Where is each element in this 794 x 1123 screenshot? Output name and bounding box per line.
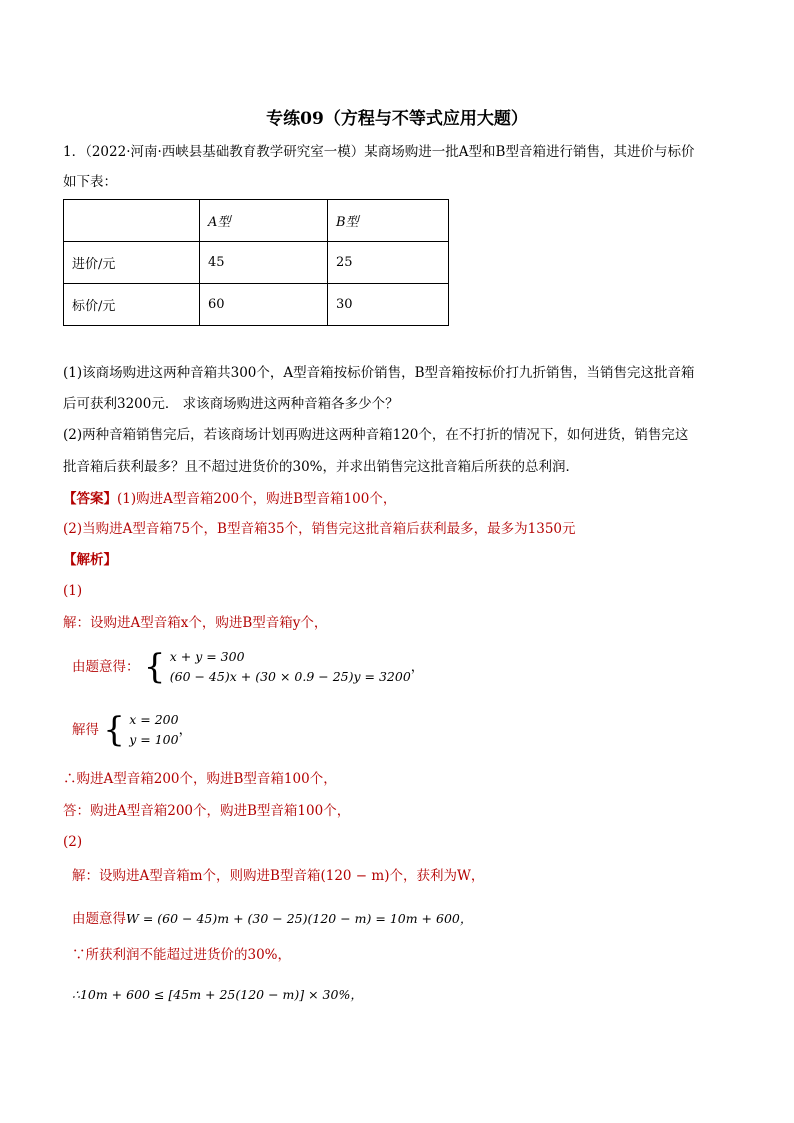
table-row — [64, 242, 449, 284]
page-title: 专练09（方程与不等式应用大题） — [266, 109, 528, 129]
question-line-2: 如下表： — [63, 174, 117, 190]
answer-line-1 — [63, 489, 396, 509]
equation-system — [72, 647, 424, 687]
because-line: ∵所获利润不能超过进货价的30%， — [72, 947, 292, 963]
price-table — [63, 199, 449, 326]
solution-1: x = 200 — [129, 712, 179, 727]
solution-label: 解得 — [72, 722, 99, 738]
answer-tag: 【答案】 — [63, 491, 117, 507]
equation-1: x + y = 300 — [169, 649, 245, 664]
solution-system — [72, 710, 192, 750]
analysis-setup-1: 解：设购进A型音箱x个，购进B型音箱y个， — [63, 615, 328, 631]
part-2-line-1: (2)两种音箱销售完后，若该商场计划再购进这两种音箱120个，在不打折的情况下，如何进货，销售完这 — [63, 427, 689, 443]
solution-lines — [129, 710, 178, 750]
equation-lines — [170, 647, 411, 687]
analysis-tag: 【解析】 — [63, 552, 117, 568]
inequality-line: ∴10m + 600 ≤ [45m + 25(120 − m)] × 30%， — [72, 987, 363, 1002]
part-1-line-1: (1)该商场购进这两种音箱共300个，A型音箱按标价销售，B型音箱按标价打九折销售，当销售完这批音箱 — [63, 365, 695, 381]
answer-line-2: (2)当购进A型音箱75个，B型音箱35个，销售完这批音箱后获利最多，最多为1350元 — [63, 521, 576, 537]
brace-icon: { — [103, 710, 125, 750]
equation-tail: ， — [410, 659, 425, 675]
conclusion-line: ∴购进A型音箱200个，购进B型音箱100个， — [63, 771, 337, 787]
solution-2: y = 100 — [129, 732, 179, 747]
part-1-line-2: 后可获利3200元． 求该商场购进这两种音箱各多少个？ — [63, 396, 399, 412]
analysis-part-2-label: (2) — [63, 834, 83, 850]
table-cell: 进价/元 — [64, 242, 200, 284]
table-cell: 30 — [328, 284, 449, 326]
analysis-part-1-label: (1) — [63, 583, 83, 599]
profit-label: 由题意得 — [72, 911, 126, 927]
brace-icon: { — [143, 647, 166, 687]
table-cell: 标价/元 — [64, 284, 200, 326]
question-line-1: 1．（2022·河南·西峡县基础教育教学研究室一模）某商场购进一批A型和B型音箱进行销售，其进价与标价 — [63, 144, 695, 160]
table-row — [64, 284, 449, 326]
table-cell: 60 — [200, 284, 328, 326]
part-2-line-2: 批音箱后获利最多？且不超过进货价的30%，并求出销售完这批音箱后所获的总利润． — [63, 459, 580, 475]
profit-equation-line — [72, 909, 472, 929]
solution-tail: ， — [178, 722, 193, 738]
equation-label: 由题意得： — [72, 659, 140, 675]
table-header-b: B型 — [328, 200, 449, 242]
table-header-a: A型 — [200, 200, 328, 242]
table-cell: 25 — [328, 242, 449, 284]
table-cell — [64, 200, 200, 242]
answer-part-1: (1)购进A型音箱200个，购进B型音箱100个， — [117, 491, 397, 507]
table-header-row — [64, 200, 449, 242]
table-cell: 45 — [200, 242, 328, 284]
equation-2: (60 − 45)x + (30 × 0.9 − 25)y = 3200 — [169, 669, 411, 684]
analysis-setup-2: 解：设购进A型音箱m个，则购进B型音箱(120 − m)个，获利为W， — [72, 868, 485, 884]
profit-expression: W = (60 − 45)m + (30 − 25)(120 − m) = 10m + 600， — [126, 911, 473, 926]
reply-line: 答：购进A型音箱200个，购进B型音箱100个， — [63, 803, 351, 819]
